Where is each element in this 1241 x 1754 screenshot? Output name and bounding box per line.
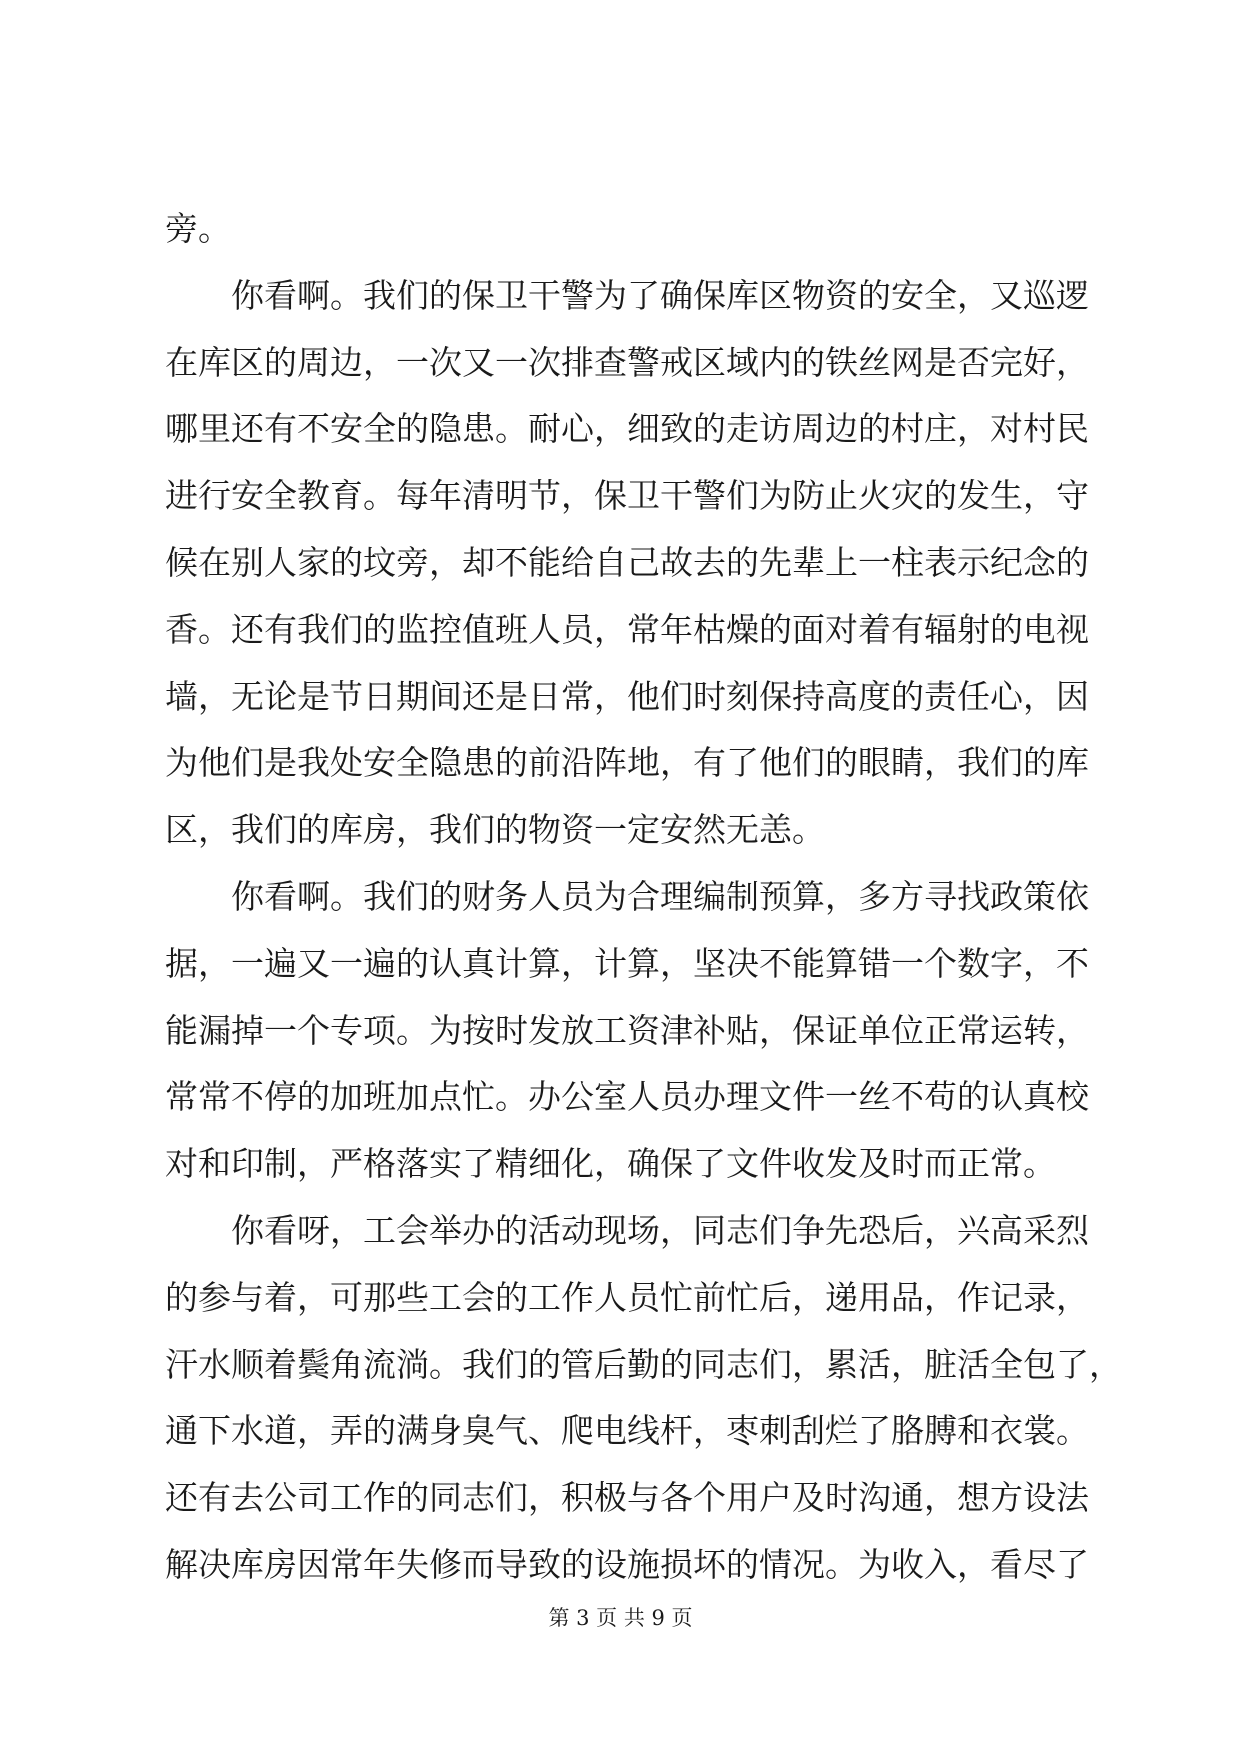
text-line: 汗水顺着鬓角流淌。我们的管后勤的同志们，累活，脏活全包了， bbox=[165, 1344, 1122, 1384]
paragraph-start-line: 你看呀，工会举办的活动现场，同志们争先恐后，兴高采烈 bbox=[231, 1210, 1089, 1250]
text-line: 墙，无论是节日期间还是日常，他们时刻保持高度的责任心，因 bbox=[165, 676, 1089, 716]
body-text bbox=[165, 196, 1122, 1599]
text-line: 的参与着，可那些工会的工作人员忙前忙后，递用品，作记录， bbox=[165, 1277, 1089, 1317]
text-line: 在库区的周边，一次又一次排查警戒区域内的铁丝网是否完好， bbox=[165, 342, 1089, 382]
page-number-footer: 第 3 页 共 9 页 bbox=[548, 1606, 693, 1630]
text-line: 常常不停的加班加点忙。办公室人员办理文件一丝不苟的认真校 bbox=[165, 1077, 1089, 1117]
text-line: 对和印制，严格落实了精细化，确保了文件收发及时而正常。 bbox=[165, 1144, 1056, 1184]
paragraph-start-line: 你看啊。我们的财务人员为合理编制预算，多方寻找政策依 bbox=[231, 876, 1089, 916]
text-line: 解决库房因常年失修而导致的设施损坏的情况。为收入，看尽了 bbox=[165, 1544, 1089, 1584]
text-line: 通下水道，弄的满身臭气、爬电线杆，枣刺刮烂了胳膊和衣裳。 bbox=[165, 1411, 1089, 1451]
text-line: 哪里还有不安全的隐患。耐心，细致的走访周边的村庄，对村民 bbox=[165, 409, 1089, 449]
paragraph-start-line: 你看啊。我们的保卫干警为了确保库区物资的安全，又巡逻 bbox=[231, 275, 1089, 315]
text-line: 还有去公司工作的同志们，积极与各个用户及时沟通，想方设法 bbox=[165, 1478, 1089, 1518]
text-line: 为他们是我处安全隐患的前沿阵地，有了他们的眼睛，我们的库 bbox=[165, 743, 1089, 783]
text-line: 能漏掉一个专项。为按时发放工资津补贴，保证单位正常运转， bbox=[165, 1010, 1089, 1050]
text-line: 进行安全教育。每年清明节，保卫干警们为防止火灾的发生，守 bbox=[165, 476, 1089, 516]
text-line: 候在别人家的坟旁，却不能给自己故去的先辈上一柱表示纪念的 bbox=[165, 542, 1089, 582]
text-line: 据，一遍又一遍的认真计算，计算，坚决不能算错一个数字，不 bbox=[165, 943, 1089, 983]
text-line: 旁。 bbox=[165, 209, 231, 248]
text-line: 香。还有我们的监控值班人员，常年枯燥的面对着有辐射的电视 bbox=[165, 609, 1089, 649]
text-line: 区，我们的库房，我们的物资一定安然无恙。 bbox=[165, 810, 825, 850]
